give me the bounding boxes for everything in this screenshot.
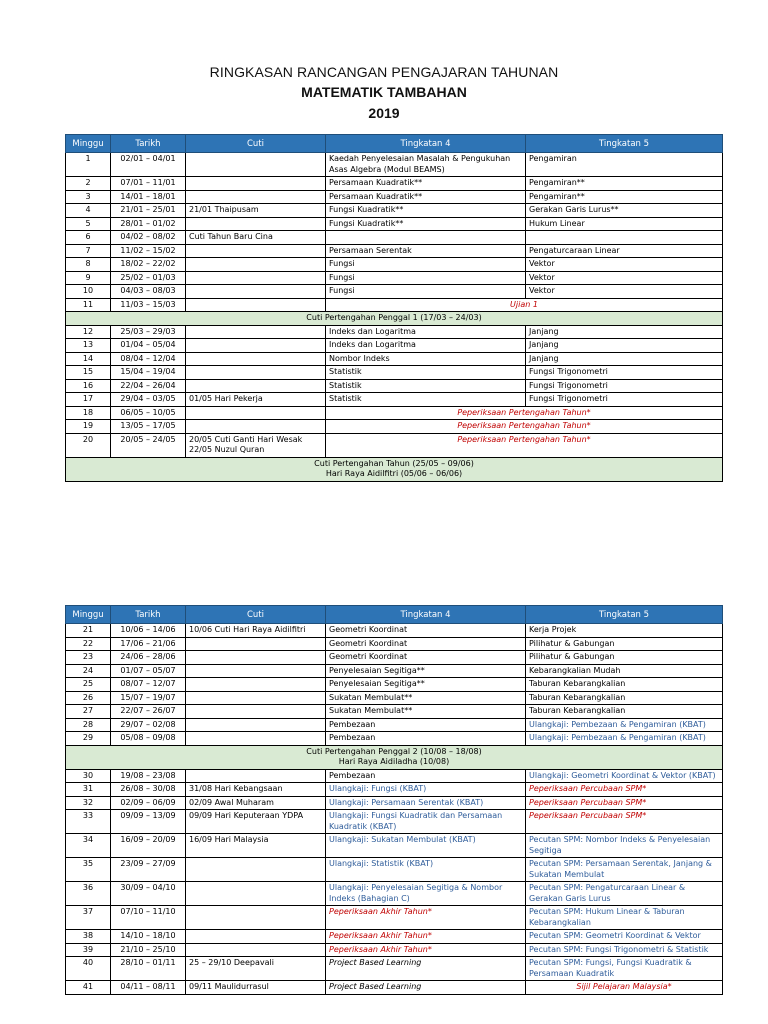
date-range: 17/06 – 21/06 bbox=[111, 637, 186, 651]
tingkatan-5-topic: Peperiksaan Percubaan SPM* bbox=[526, 810, 723, 834]
week-row bbox=[66, 217, 723, 231]
tingkatan-5-topic: Ulangkaji: Pembezaan & Pengamiran (KBAT) bbox=[526, 732, 723, 746]
date-range: 18/02 – 22/02 bbox=[111, 258, 186, 272]
week-number: 38 bbox=[66, 930, 111, 944]
week-row bbox=[66, 298, 723, 312]
holiday-cell bbox=[186, 298, 326, 312]
week-row bbox=[66, 244, 723, 258]
date-range: 07/01 – 11/01 bbox=[111, 177, 186, 191]
week-row bbox=[66, 691, 723, 705]
date-range: 21/10 – 25/10 bbox=[111, 943, 186, 957]
date-range: 14/01 – 18/01 bbox=[111, 190, 186, 204]
week-number: 3 bbox=[66, 190, 111, 204]
week-row bbox=[66, 366, 723, 380]
date-range: 28/10 – 01/11 bbox=[111, 957, 186, 981]
week-row bbox=[66, 981, 723, 995]
week-row bbox=[66, 271, 723, 285]
holiday-cell bbox=[186, 420, 326, 434]
tingkatan-4-topic: Fungsi bbox=[326, 285, 526, 299]
week-row bbox=[66, 732, 723, 746]
week-row bbox=[66, 406, 723, 420]
week-row bbox=[66, 393, 723, 407]
date-range: 04/03 – 08/03 bbox=[111, 285, 186, 299]
tingkatan-5-topic: Taburan Kebarangkalian bbox=[526, 705, 723, 719]
date-range: 23/09 – 27/09 bbox=[111, 858, 186, 882]
date-range: 29/07 – 02/08 bbox=[111, 718, 186, 732]
holiday-cell: 20/05 Cuti Ganti Hari Wesak 22/05 Nuzul Quran bbox=[186, 433, 326, 457]
holiday-break-line: Cuti Pertengahan Penggal 1 (17/03 – 24/03) bbox=[306, 313, 482, 322]
week-row bbox=[66, 796, 723, 810]
tingkatan-5-topic: Pecutan SPM: Fungsi, Fungsi Kuadratik & Persamaan Kuadratik bbox=[526, 957, 723, 981]
date-range: 29/04 – 03/05 bbox=[111, 393, 186, 407]
tingkatan-5-topic: Taburan Kebarangkalian bbox=[526, 691, 723, 705]
date-range: 19/08 – 23/08 bbox=[111, 769, 186, 783]
date-range: 11/02 – 15/02 bbox=[111, 244, 186, 258]
week-number: 33 bbox=[66, 810, 111, 834]
holiday-cell bbox=[186, 637, 326, 651]
tingkatan-4-topic: Ulangkaji: Fungsi Kuadratik dan Persamaan Kuadratik (KBAT) bbox=[326, 810, 526, 834]
tingkatan-4-topic: Fungsi Kuadratik** bbox=[326, 204, 526, 218]
week-row bbox=[66, 718, 723, 732]
date-range: 25/03 – 29/03 bbox=[111, 325, 186, 339]
week-number: 34 bbox=[66, 834, 111, 858]
exam-span: Ujian 1 bbox=[326, 298, 723, 312]
tingkatan-5-topic: Pecutan SPM: Geometri Koordinat & Vektor bbox=[526, 930, 723, 944]
date-range: 14/10 – 18/10 bbox=[111, 930, 186, 944]
tingkatan-5-topic: Vektor bbox=[526, 285, 723, 299]
date-range: 10/06 – 14/06 bbox=[111, 624, 186, 638]
week-number: 8 bbox=[66, 258, 111, 272]
date-range: 01/07 – 05/07 bbox=[111, 664, 186, 678]
week-number: 31 bbox=[66, 783, 111, 797]
week-number: 16 bbox=[66, 379, 111, 393]
week-number: 19 bbox=[66, 420, 111, 434]
date-range: 16/09 – 20/09 bbox=[111, 834, 186, 858]
week-number: 20 bbox=[66, 433, 111, 457]
header-minggu: Minggu bbox=[66, 606, 111, 624]
week-row bbox=[66, 352, 723, 366]
week-number: 17 bbox=[66, 393, 111, 407]
holiday-cell bbox=[186, 906, 326, 930]
exam-span: Peperiksaan Pertengahan Tahun* bbox=[326, 406, 723, 420]
week-row bbox=[66, 834, 723, 858]
tingkatan-5-topic: Pecutan SPM: Pengaturcaraan Linear & Gerakan Garis Lurus bbox=[526, 882, 723, 906]
holiday-cell: 10/06 Cuti Hari Raya Aidilfitri bbox=[186, 624, 326, 638]
holiday-cell: 31/08 Hari Kebangsaan bbox=[186, 783, 326, 797]
holiday-cell: 16/09 Hari Malaysia bbox=[186, 834, 326, 858]
tingkatan-5-topic: Fungsi Trigonometri bbox=[526, 379, 723, 393]
week-number: 6 bbox=[66, 231, 111, 245]
week-row bbox=[66, 258, 723, 272]
header-tarikh: Tarikh bbox=[111, 606, 186, 624]
week-row bbox=[66, 231, 723, 245]
holiday-cell bbox=[186, 718, 326, 732]
holiday-break-label bbox=[66, 312, 723, 326]
tingkatan-4-topic: Ulangkaji: Persamaan Serentak (KBAT) bbox=[326, 796, 526, 810]
header-minggu: Minggu bbox=[66, 135, 111, 153]
week-number: 1 bbox=[66, 153, 111, 177]
tingkatan-5-topic: Ulangkaji: Pembezaan & Pengamiran (KBAT) bbox=[526, 718, 723, 732]
week-row bbox=[66, 339, 723, 353]
week-number: 41 bbox=[66, 981, 111, 995]
week-row bbox=[66, 379, 723, 393]
week-row bbox=[66, 433, 723, 457]
holiday-cell: 02/09 Awal Muharam bbox=[186, 796, 326, 810]
tingkatan-5-topic: Janjang bbox=[526, 339, 723, 353]
tingkatan-5-topic: Janjang bbox=[526, 352, 723, 366]
tingkatan-4-topic: Geometri Koordinat bbox=[326, 651, 526, 665]
tingkatan-4-topic: Geometri Koordinat bbox=[326, 624, 526, 638]
holiday-cell bbox=[186, 732, 326, 746]
week-number: 37 bbox=[66, 906, 111, 930]
tingkatan-4-topic: Persamaan Serentak bbox=[326, 244, 526, 258]
holiday-cell: 21/01 Thaipusam bbox=[186, 204, 326, 218]
holiday-cell bbox=[186, 930, 326, 944]
header-cuti: Cuti bbox=[186, 606, 326, 624]
date-range: 13/05 – 17/05 bbox=[111, 420, 186, 434]
tingkatan-4-topic: Persamaan Kuadratik** bbox=[326, 177, 526, 191]
tingkatan-4-topic: Fungsi bbox=[326, 271, 526, 285]
holiday-cell bbox=[186, 244, 326, 258]
tingkatan-5-topic: Pengamiran** bbox=[526, 190, 723, 204]
document-title bbox=[0, 62, 768, 124]
tingkatan-4-topic: Pembezaan bbox=[326, 769, 526, 783]
holiday-cell bbox=[186, 325, 326, 339]
week-row bbox=[66, 637, 723, 651]
week-number: 35 bbox=[66, 858, 111, 882]
tingkatan-5-topic: Pilihatur & Gabungan bbox=[526, 651, 723, 665]
tingkatan-5-topic: Peperiksaan Percubaan SPM* bbox=[526, 796, 723, 810]
week-number: 7 bbox=[66, 244, 111, 258]
week-row bbox=[66, 177, 723, 191]
tingkatan-4-topic: Sukatan Membulat** bbox=[326, 705, 526, 719]
holiday-cell bbox=[186, 705, 326, 719]
week-number: 32 bbox=[66, 796, 111, 810]
date-range: 05/08 – 09/08 bbox=[111, 732, 186, 746]
week-row bbox=[66, 858, 723, 882]
holiday-break-row bbox=[66, 312, 723, 326]
exam-span: Peperiksaan Pertengahan Tahun* bbox=[326, 420, 723, 434]
tingkatan-5-topic: Peperiksaan Percubaan SPM* bbox=[526, 783, 723, 797]
holiday-cell bbox=[186, 217, 326, 231]
week-row bbox=[66, 285, 723, 299]
tingkatan-5-topic bbox=[526, 231, 723, 245]
date-range: 30/09 – 04/10 bbox=[111, 882, 186, 906]
tingkatan-5-topic: Vektor bbox=[526, 258, 723, 272]
week-row bbox=[66, 204, 723, 218]
header-tingkatan-5: Tingkatan 5 bbox=[526, 135, 723, 153]
tingkatan-4-topic: Project Based Learning bbox=[326, 957, 526, 981]
tingkatan-5-topic: Hukum Linear bbox=[526, 217, 723, 231]
holiday-cell bbox=[186, 678, 326, 692]
tingkatan-4-topic: Pembezaan bbox=[326, 732, 526, 746]
date-range: 04/02 – 08/02 bbox=[111, 231, 186, 245]
tingkatan-5-topic: Fungsi Trigonometri bbox=[526, 366, 723, 380]
week-number: 29 bbox=[66, 732, 111, 746]
week-number: 18 bbox=[66, 406, 111, 420]
week-number: 10 bbox=[66, 285, 111, 299]
holiday-break-line: Hari Raya Aidiladha (10/08) bbox=[338, 757, 450, 766]
date-range: 22/04 – 26/04 bbox=[111, 379, 186, 393]
week-number: 28 bbox=[66, 718, 111, 732]
tingkatan-5-topic: Pilihatur & Gabungan bbox=[526, 637, 723, 651]
tingkatan-5-topic: Kerja Projek bbox=[526, 624, 723, 638]
holiday-cell: 09/11 Maulidurrasul bbox=[186, 981, 326, 995]
tingkatan-4-topic: Ulangkaji: Penyelesaian Segitiga & Nombor Indeks (Bahagian C) bbox=[326, 882, 526, 906]
tingkatan-4-topic: Nombor Indeks bbox=[326, 352, 526, 366]
date-range: 09/09 – 13/09 bbox=[111, 810, 186, 834]
date-range: 15/07 – 19/07 bbox=[111, 691, 186, 705]
tingkatan-4-topic: Kaedah Penyelesaian Masalah & Pengukuhan Asas Algebra (Modul BEAMS) bbox=[326, 153, 526, 177]
header-tingkatan-4: Tingkatan 4 bbox=[326, 606, 526, 624]
holiday-cell: 09/09 Hari Keputeraan YDPA bbox=[186, 810, 326, 834]
week-number: 22 bbox=[66, 637, 111, 651]
title-line-3: 2019 bbox=[368, 105, 400, 121]
week-row bbox=[66, 769, 723, 783]
week-row bbox=[66, 957, 723, 981]
table-header-row bbox=[66, 606, 723, 624]
week-row bbox=[66, 190, 723, 204]
tingkatan-4-topic: Ulangkaji: Fungsi (KBAT) bbox=[326, 783, 526, 797]
date-range: 02/01 – 04/01 bbox=[111, 153, 186, 177]
holiday-cell bbox=[186, 769, 326, 783]
tingkatan-5-topic: Pecutan SPM: Nombor Indeks & Penyelesaian Segitiga bbox=[526, 834, 723, 858]
date-range: 08/04 – 12/04 bbox=[111, 352, 186, 366]
date-range: 24/06 – 28/06 bbox=[111, 651, 186, 665]
week-row bbox=[66, 420, 723, 434]
tingkatan-5-topic: Pecutan SPM: Persamaan Serentak, Janjang & Sukatan Membulat bbox=[526, 858, 723, 882]
week-row bbox=[66, 930, 723, 944]
week-row bbox=[66, 705, 723, 719]
week-number: 12 bbox=[66, 325, 111, 339]
tingkatan-4-topic: Pembezaan bbox=[326, 718, 526, 732]
date-range: 20/05 – 24/05 bbox=[111, 433, 186, 457]
week-number: 26 bbox=[66, 691, 111, 705]
holiday-cell bbox=[186, 651, 326, 665]
tingkatan-4-topic: Penyelesaian Segitiga** bbox=[326, 664, 526, 678]
week-number: 27 bbox=[66, 705, 111, 719]
schedule-table-2 bbox=[65, 605, 723, 995]
week-row bbox=[66, 664, 723, 678]
holiday-cell bbox=[186, 943, 326, 957]
holiday-cell: 25 – 29/10 Deepavali bbox=[186, 957, 326, 981]
week-number: 23 bbox=[66, 651, 111, 665]
holiday-break-line: Cuti Pertengahan Tahun (25/05 – 09/06) bbox=[314, 458, 474, 468]
week-row bbox=[66, 325, 723, 339]
week-number: 13 bbox=[66, 339, 111, 353]
week-row bbox=[66, 651, 723, 665]
week-number: 30 bbox=[66, 769, 111, 783]
table-header-row bbox=[66, 135, 723, 153]
week-number: 25 bbox=[66, 678, 111, 692]
date-range: 01/04 – 05/04 bbox=[111, 339, 186, 353]
date-range: 28/01 – 01/02 bbox=[111, 217, 186, 231]
week-row bbox=[66, 783, 723, 797]
week-number: 9 bbox=[66, 271, 111, 285]
week-number: 2 bbox=[66, 177, 111, 191]
exam-span: Peperiksaan Pertengahan Tahun* bbox=[326, 433, 723, 457]
tingkatan-4-topic: Geometri Koordinat bbox=[326, 637, 526, 651]
date-range: 11/03 – 15/03 bbox=[111, 298, 186, 312]
tingkatan-5-topic: Pengamiran bbox=[526, 153, 723, 177]
holiday-break-line: Cuti Pertengahan Penggal 2 (10/08 – 18/08) bbox=[306, 746, 482, 756]
date-range: 07/10 – 11/10 bbox=[111, 906, 186, 930]
tingkatan-5-topic: Pengamiran** bbox=[526, 177, 723, 191]
tingkatan-5-topic: Vektor bbox=[526, 271, 723, 285]
date-range: 08/07 – 12/07 bbox=[111, 678, 186, 692]
header-cuti: Cuti bbox=[186, 135, 326, 153]
holiday-cell bbox=[186, 882, 326, 906]
tingkatan-4-topic: Ulangkaji: Statistik (KBAT) bbox=[326, 858, 526, 882]
holiday-cell: 01/05 Hari Pekerja bbox=[186, 393, 326, 407]
tingkatan-4-topic: Indeks dan Logaritma bbox=[326, 325, 526, 339]
week-number: 15 bbox=[66, 366, 111, 380]
week-number: 40 bbox=[66, 957, 111, 981]
holiday-cell bbox=[186, 153, 326, 177]
tingkatan-4-topic: Fungsi Kuadratik** bbox=[326, 217, 526, 231]
holiday-cell: Cuti Tahun Baru Cina bbox=[186, 231, 326, 245]
header-tingkatan-5: Tingkatan 5 bbox=[526, 606, 723, 624]
holiday-cell bbox=[186, 339, 326, 353]
week-number: 36 bbox=[66, 882, 111, 906]
date-range: 21/01 – 25/01 bbox=[111, 204, 186, 218]
tingkatan-4-topic: Statistik bbox=[326, 379, 526, 393]
title-line-2: MATEMATIK TAMBAHAN bbox=[301, 84, 467, 100]
holiday-cell bbox=[186, 177, 326, 191]
week-row bbox=[66, 153, 723, 177]
date-range: 26/08 – 30/08 bbox=[111, 783, 186, 797]
week-number: 24 bbox=[66, 664, 111, 678]
holiday-cell bbox=[186, 379, 326, 393]
date-range: 15/04 – 19/04 bbox=[111, 366, 186, 380]
tingkatan-4-topic: Peperiksaan Akhir Tahun* bbox=[326, 906, 526, 930]
week-row bbox=[66, 624, 723, 638]
holiday-cell bbox=[186, 352, 326, 366]
date-range: 25/02 – 01/03 bbox=[111, 271, 186, 285]
week-number: 21 bbox=[66, 624, 111, 638]
title-line-1: RINGKASAN RANCANGAN PENGAJARAN TAHUNAN bbox=[209, 64, 559, 80]
header-tarikh: Tarikh bbox=[111, 135, 186, 153]
holiday-cell bbox=[186, 664, 326, 678]
tingkatan-5-topic: Fungsi Trigonometri bbox=[526, 393, 723, 407]
tingkatan-4-topic: Project Based Learning bbox=[326, 981, 526, 995]
tingkatan-5-topic: Pecutan SPM: Hukum Linear & Taburan Kebarangkalian bbox=[526, 906, 723, 930]
holiday-break-label bbox=[66, 457, 723, 481]
holiday-cell bbox=[186, 406, 326, 420]
tingkatan-4-topic: Peperiksaan Akhir Tahun* bbox=[326, 943, 526, 957]
holiday-cell bbox=[186, 366, 326, 380]
tingkatan-4-topic: Statistik bbox=[326, 393, 526, 407]
holiday-cell bbox=[186, 691, 326, 705]
week-number: 5 bbox=[66, 217, 111, 231]
tingkatan-5-topic: Kebarangkalian Mudah bbox=[526, 664, 723, 678]
holiday-cell bbox=[186, 858, 326, 882]
tingkatan-5-topic: Pengaturcaraan Linear bbox=[526, 244, 723, 258]
week-number: 39 bbox=[66, 943, 111, 957]
week-row bbox=[66, 678, 723, 692]
week-number: 11 bbox=[66, 298, 111, 312]
holiday-cell bbox=[186, 285, 326, 299]
tingkatan-4-topic: Indeks dan Logaritma bbox=[326, 339, 526, 353]
tingkatan-4-topic bbox=[326, 231, 526, 245]
date-range: 06/05 – 10/05 bbox=[111, 406, 186, 420]
date-range: 22/07 – 26/07 bbox=[111, 705, 186, 719]
tingkatan-4-topic: Persamaan Kuadratik** bbox=[326, 190, 526, 204]
week-number: 14 bbox=[66, 352, 111, 366]
holiday-break-row bbox=[66, 745, 723, 769]
week-row bbox=[66, 882, 723, 906]
tingkatan-5-topic: Ulangkaji: Geometri Koordinat & Vektor (KBAT) bbox=[526, 769, 723, 783]
tingkatan-4-topic: Fungsi bbox=[326, 258, 526, 272]
tingkatan-5-topic: Pecutan SPM: Fungsi Trigonometri & Statistik bbox=[526, 943, 723, 957]
tingkatan-5-topic: Taburan Kebarangkalian bbox=[526, 678, 723, 692]
holiday-cell bbox=[186, 190, 326, 204]
holiday-cell bbox=[186, 258, 326, 272]
holiday-break-label bbox=[66, 745, 723, 769]
tingkatan-4-topic: Penyelesaian Segitiga** bbox=[326, 678, 526, 692]
holiday-cell bbox=[186, 271, 326, 285]
tingkatan-5-topic: Janjang bbox=[526, 325, 723, 339]
week-row bbox=[66, 906, 723, 930]
week-row bbox=[66, 810, 723, 834]
holiday-break-line: Hari Raya Aidilfitri (05/06 – 06/06) bbox=[325, 469, 463, 478]
tingkatan-4-topic: Ulangkaji: Sukatan Membulat (KBAT) bbox=[326, 834, 526, 858]
date-range: 04/11 – 08/11 bbox=[111, 981, 186, 995]
week-row bbox=[66, 943, 723, 957]
holiday-break-row bbox=[66, 457, 723, 481]
header-tingkatan-4: Tingkatan 4 bbox=[326, 135, 526, 153]
tingkatan-4-topic: Peperiksaan Akhir Tahun* bbox=[326, 930, 526, 944]
tingkatan-5-topic: Gerakan Garis Lurus** bbox=[526, 204, 723, 218]
schedule-table-1 bbox=[65, 134, 723, 482]
date-range: 02/09 – 06/09 bbox=[111, 796, 186, 810]
tingkatan-4-topic: Sukatan Membulat** bbox=[326, 691, 526, 705]
week-number: 4 bbox=[66, 204, 111, 218]
tingkatan-5-topic: Sijil Pelajaran Malaysia* bbox=[526, 981, 723, 995]
tingkatan-4-topic: Statistik bbox=[326, 366, 526, 380]
